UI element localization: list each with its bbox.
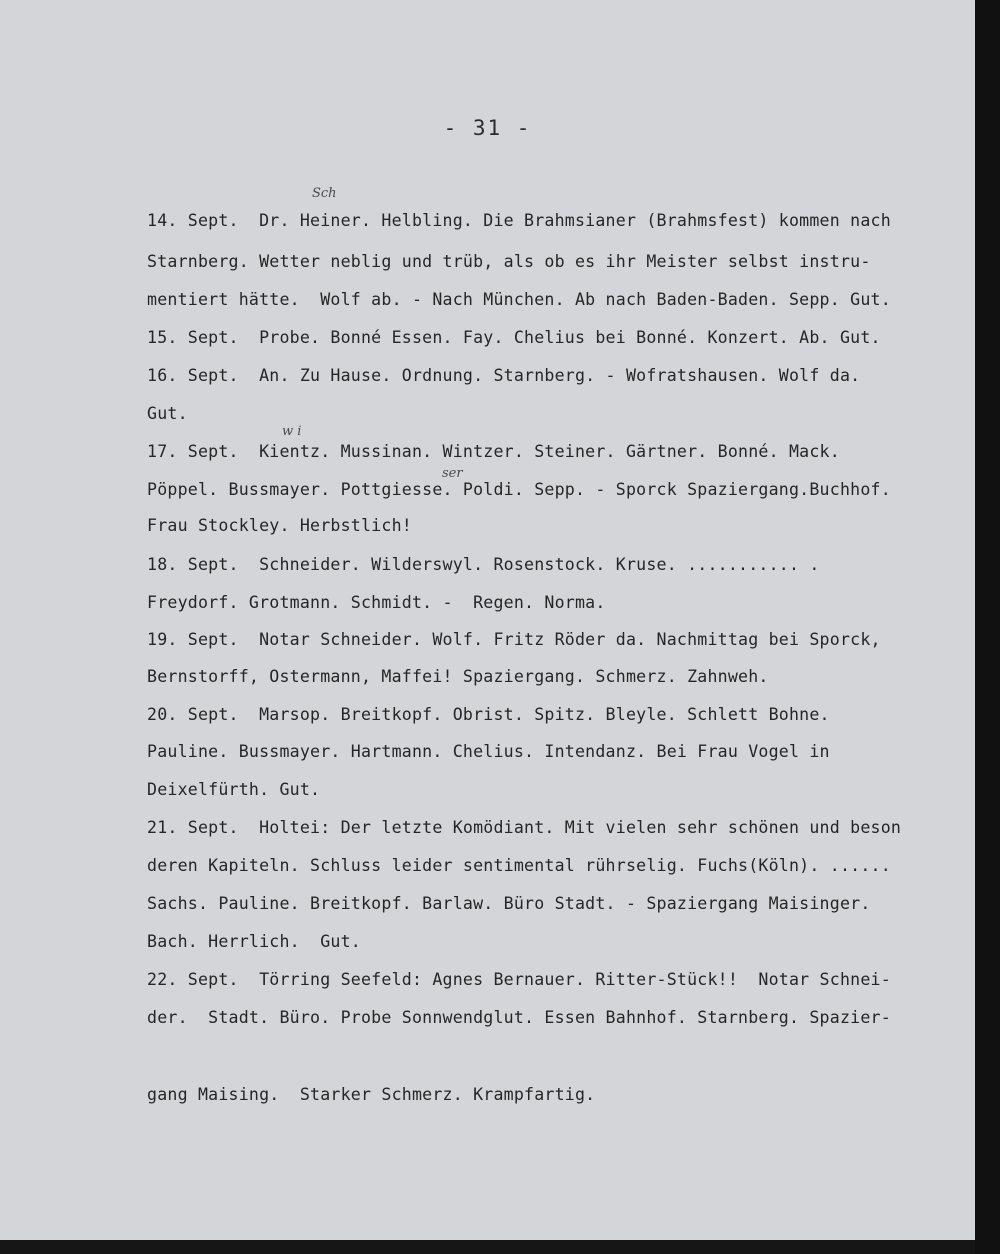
handwritten-annotation: Sch: [312, 186, 337, 201]
text-line: 17. Sept. Kientz. Mussinan. Wintzer. Steiner. Gärtner. Bonné. Mack.: [147, 442, 840, 461]
text-line: 15. Sept. Probe. Bonné Essen. Fay. Chelius bei Bonné. Konzert. Ab. Gut.: [147, 328, 881, 347]
text-line: Bach. Herrlich. Gut.: [147, 932, 361, 951]
text-line: Starnberg. Wetter neblig und trüb, als ob es ihr Meister selbst instru-: [147, 252, 871, 271]
text-line: mentiert hätte. Wolf ab. - Nach München. Ab nach Baden-Baden. Sepp. Gut.: [147, 290, 891, 309]
text-line: 16. Sept. An. Zu Hause. Ordnung. Starnberg. - Wofratshausen. Wolf da.: [147, 366, 861, 385]
text-line: Pöppel. Bussmayer. Pottgiesse. Poldi. Sepp. - Sporck Spaziergang.Buchhof.: [147, 480, 891, 499]
text-line: Sachs. Pauline. Breitkopf. Barlaw. Büro Stadt. - Spaziergang Maisinger.: [147, 894, 871, 913]
text-line: 21. Sept. Holtei: Der letzte Komödiant. Mit vielen sehr schönen und beson: [147, 818, 902, 837]
text-line: Freydorf. Grotmann. Schmidt. - Regen. Norma.: [147, 593, 606, 612]
text-line: der. Stadt. Büro. Probe Sonnwendglut. Essen Bahnhof. Starnberg. Spazier-: [147, 1008, 891, 1027]
text-line: gang Maising. Starker Schmerz. Krampfartig.: [147, 1085, 596, 1104]
text-line: Frau Stockley. Herbstlich!: [147, 516, 412, 535]
text-line: 20. Sept. Marsop. Breitkopf. Obrist. Spitz. Bleyle. Schlett Bohne.: [147, 705, 830, 724]
text-line: Pauline. Bussmayer. Hartmann. Chelius. Intendanz. Bei Frau Vogel in: [147, 742, 830, 761]
handwritten-annotation: ser: [442, 466, 463, 481]
text-line: 19. Sept. Notar Schneider. Wolf. Fritz Röder da. Nachmittag bei Sporck,: [147, 630, 881, 649]
text-line: deren Kapiteln. Schluss leider sentimental rührselig. Fuchs(Köln). ......: [147, 856, 891, 875]
scan-border-right: [975, 0, 1000, 1254]
text-line: 22. Sept. Törring Seefeld: Agnes Bernauer. Ritter-Stück!! Notar Schnei-: [147, 970, 891, 989]
text-line: Gut.: [147, 404, 188, 423]
text-line: 14. Sept. Dr. Heiner. Helbling. Die Brahmsianer (Brahmsfest) kommen nach: [147, 211, 891, 230]
handwritten-annotation: w i: [282, 424, 302, 439]
scan-border-bottom: [0, 1240, 975, 1254]
text-line: Bernstorff, Ostermann, Maffei! Spaziergang. Schmerz. Zahnweh.: [147, 667, 769, 686]
page-number: - 31 -: [443, 116, 532, 140]
text-line: Deixelfürth. Gut.: [147, 780, 321, 799]
text-line: 18. Sept. Schneider. Wilderswyl. Rosenstock. Kruse. ........... .: [147, 555, 820, 574]
